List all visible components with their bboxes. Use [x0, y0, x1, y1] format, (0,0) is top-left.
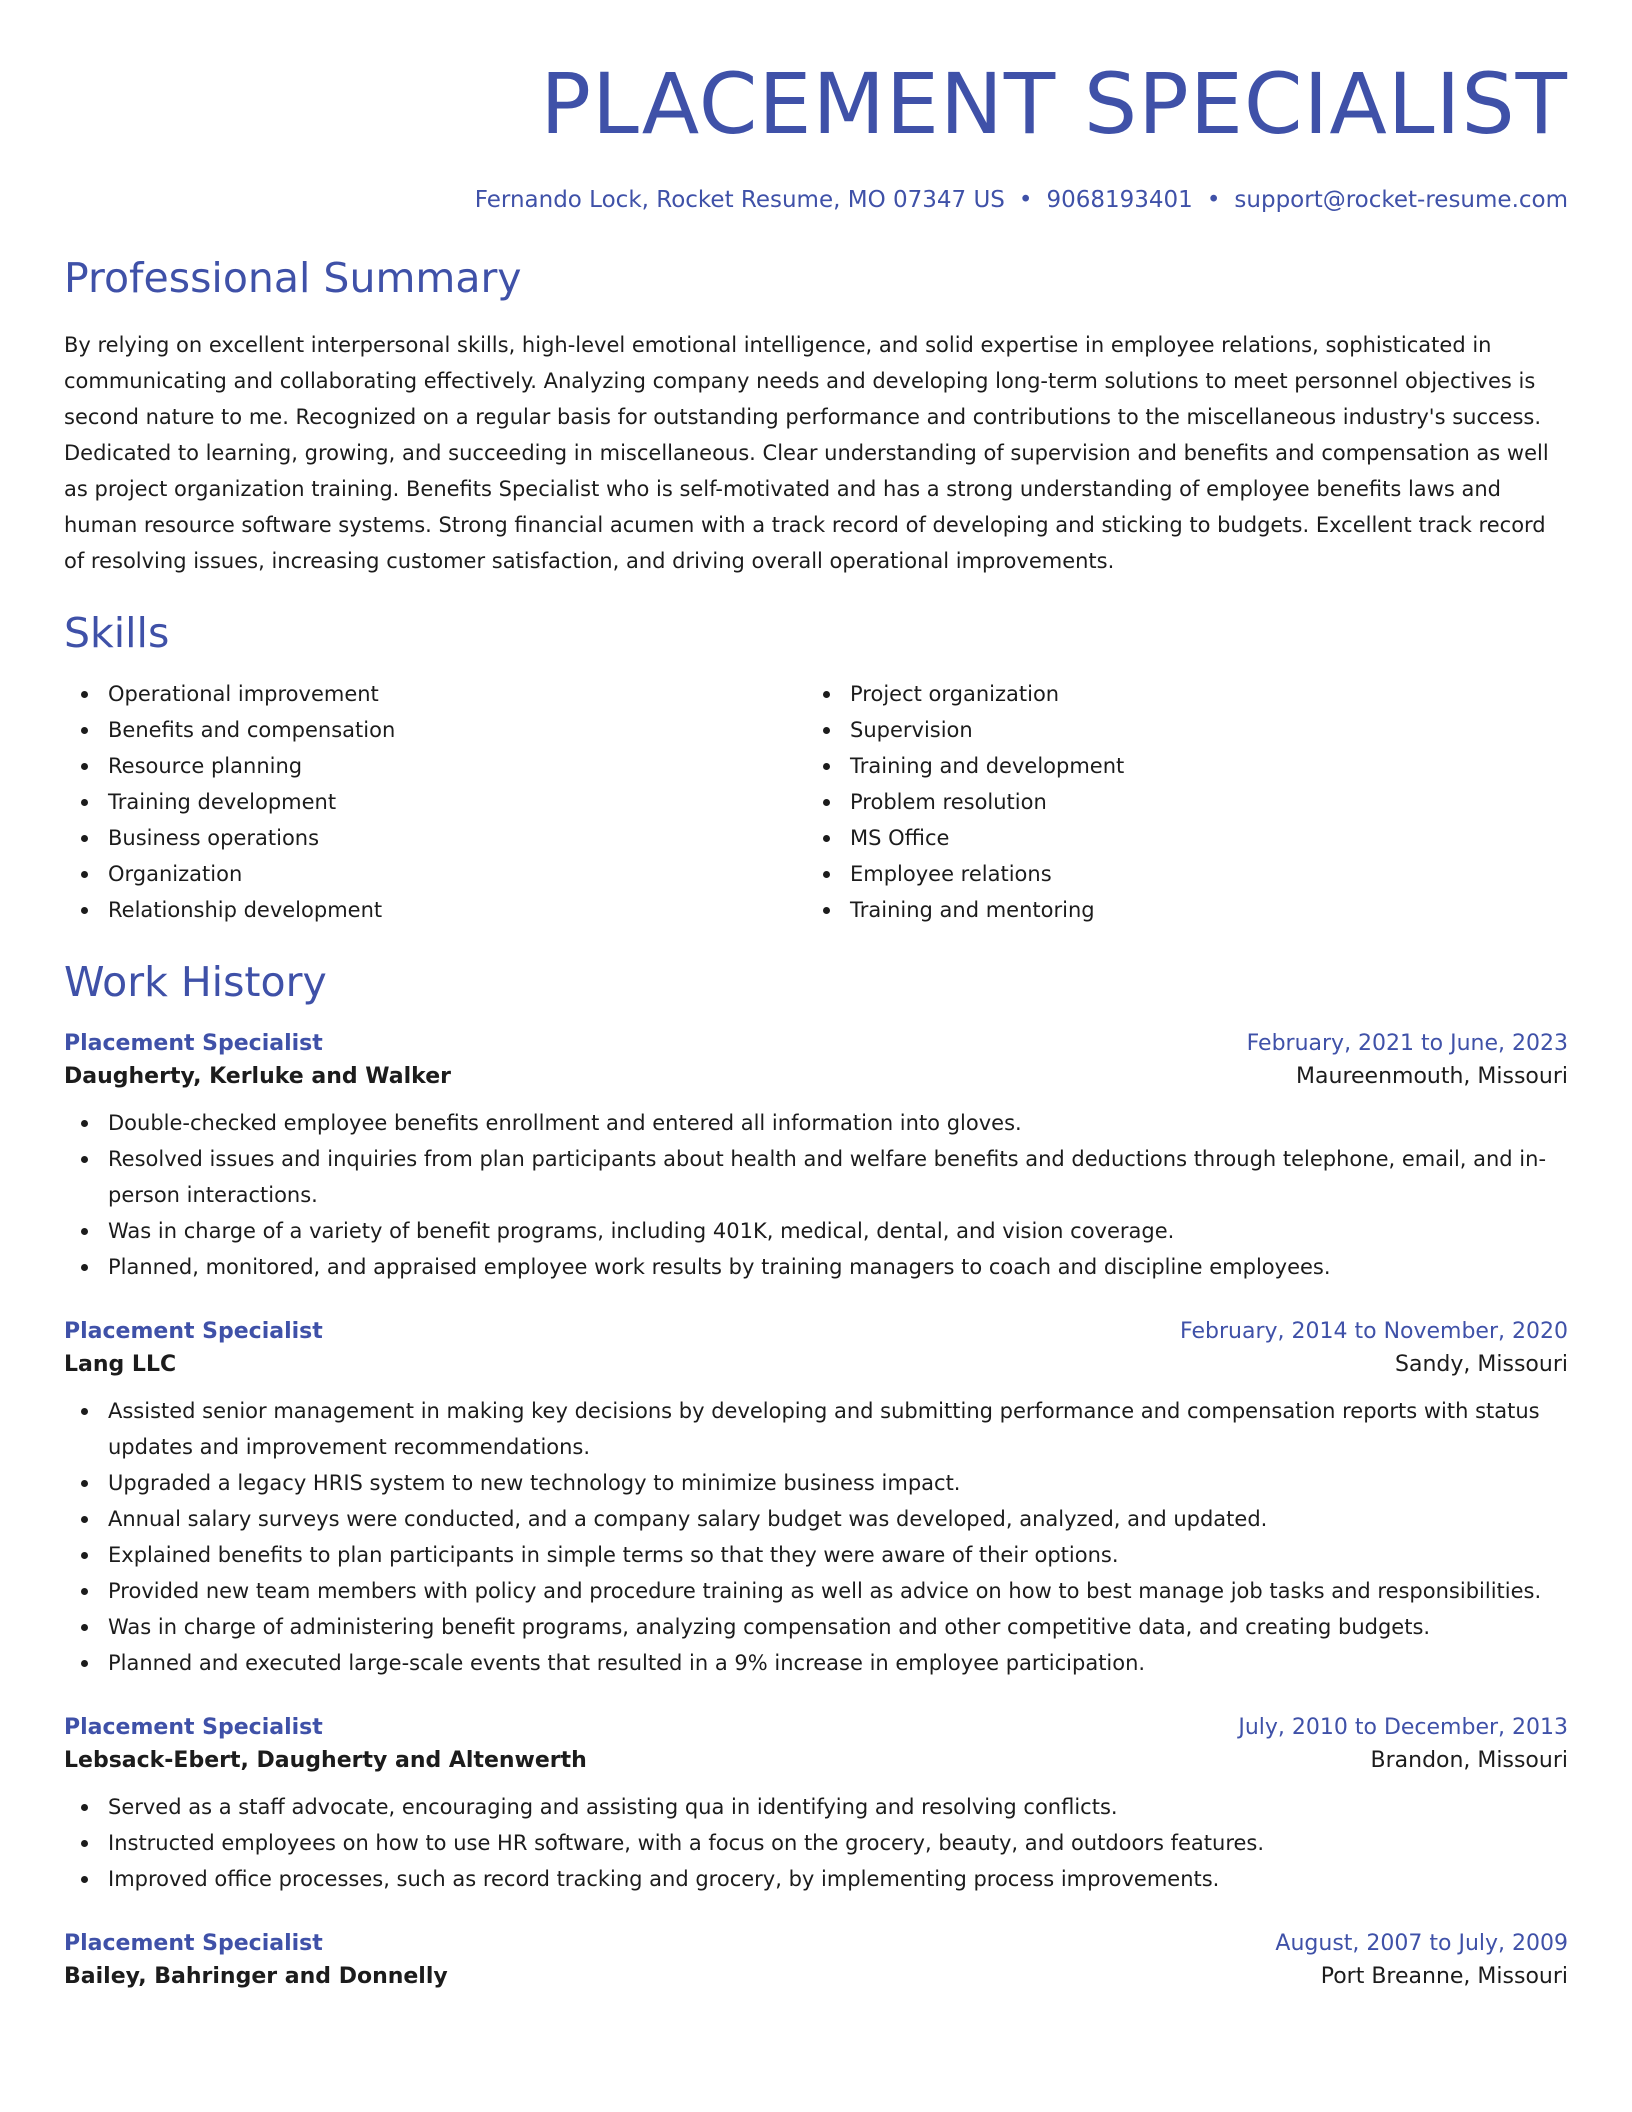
job-company-row [64, 1748, 1568, 1773]
job-company: Lang LLC [64, 1352, 177, 1377]
job-entry [64, 1319, 1568, 1681]
job-bullet: Served as a staff advocate, encouraging and assisting qua in identifying and resolving conflicts. [64, 1789, 1568, 1825]
skill-item: Resource planning [64, 748, 806, 784]
job-bullet: Assisted senior management in making key decisions by developing and submitting performance and compensation reports with status updates and improvement recommendations. [64, 1393, 1568, 1465]
skill-item: Employee relations [806, 856, 1548, 892]
job-dates: July, 2010 to December, 2013 [1238, 1715, 1568, 1740]
job-location: Sandy, Missouri [1395, 1352, 1568, 1377]
job-dates: February, 2021 to June, 2023 [1246, 1031, 1568, 1056]
contact-separator: • [1018, 187, 1033, 213]
job-dates: August, 2007 to July, 2009 [1275, 1931, 1568, 1956]
skills-column-left [64, 676, 806, 928]
job-role: Placement Specialist [64, 1319, 323, 1344]
job-bullet: Was in charge of a variety of benefit programs, including 401K, medical, dental, and vision coverage. [64, 1213, 1568, 1249]
job-entry [64, 1715, 1568, 1897]
job-bullet: Improved office processes, such as record tracking and grocery, by implementing process improvements. [64, 1861, 1568, 1897]
contact-separator: • [1206, 187, 1221, 213]
job-company-row [64, 1964, 1568, 1989]
job-role: Placement Specialist [64, 1715, 323, 1740]
contact-phone: 9068193401 [1046, 187, 1193, 213]
job-title-row [64, 1031, 1568, 1056]
job-location: Port Breanne, Missouri [1320, 1964, 1568, 1989]
job-bullet: Planned, monitored, and appraised employee work results by training managers to coach and discipline employees. [64, 1249, 1568, 1285]
job-title-row [64, 1319, 1568, 1344]
job-bullet: Planned and executed large-scale events that resulted in a 9% increase in employee participation. [64, 1645, 1568, 1681]
summary-heading: Professional Summary [64, 254, 522, 302]
job-company: Lebsack-Ebert, Daugherty and Altenwerth [64, 1748, 587, 1773]
skill-item: Business operations [64, 820, 806, 856]
skill-item: Training development [64, 784, 806, 820]
job-company: Daugherty, Kerluke and Walker [64, 1064, 451, 1089]
skill-item: Relationship development [64, 892, 806, 928]
job-entry [64, 1931, 1568, 1989]
skill-item: MS Office [806, 820, 1548, 856]
job-bullet: Was in charge of administering benefit programs, analyzing compensation and other competitive data, and creating budgets. [64, 1609, 1568, 1645]
job-bullet: Resolved issues and inquiries from plan participants about health and welfare benefits and deductions through telephone, email, and in-person interactions. [64, 1141, 1568, 1213]
skill-item: Training and mentoring [806, 892, 1548, 928]
contact-email: support@rocket-resume.com [1234, 187, 1568, 213]
skills-list [64, 676, 1568, 928]
job-location: Brandon, Missouri [1370, 1748, 1568, 1773]
job-bullet: Double-checked employee benefits enrollment and entered all information into gloves. [64, 1105, 1568, 1141]
skills-column-right [806, 676, 1548, 928]
skill-item: Training and development [806, 748, 1548, 784]
job-bullet: Explained benefits to plan participants in simple terms so that they were aware of their options. [64, 1537, 1568, 1573]
job-company-row [64, 1064, 1568, 1089]
job-bullet: Annual salary surveys were conducted, and a company salary budget was developed, analyzed, and updated. [64, 1501, 1568, 1537]
skill-item: Operational improvement [64, 676, 806, 712]
job-dates: February, 2014 to November, 2020 [1180, 1319, 1568, 1344]
resume-page [64, 0, 1568, 1989]
skill-item: Supervision [806, 712, 1548, 748]
skill-item: Problem resolution [806, 784, 1548, 820]
job-bullets [64, 1789, 1568, 1897]
job-bullet: Provided new team members with policy and procedure training as well as advice on how to best manage job tasks and responsibilities. [64, 1573, 1568, 1609]
skill-item: Project organization [806, 676, 1548, 712]
job-title-row [64, 1931, 1568, 1956]
job-company-row [64, 1352, 1568, 1377]
contact-line [64, 184, 1568, 216]
resume-title: PLACEMENT SPECIALIST [540, 55, 1568, 153]
contact-address: Fernando Lock, Rocket Resume, MO 07347 US [474, 187, 1005, 213]
skill-item: Benefits and compensation [64, 712, 806, 748]
job-company: Bailey, Bahringer and Donnelly [64, 1964, 448, 1989]
job-bullet: Upgraded a legacy HRIS system to new technology to minimize business impact. [64, 1465, 1568, 1501]
job-bullets [64, 1393, 1568, 1681]
job-bullet: Instructed employees on how to use HR software, with a focus on the grocery, beauty, and outdoors features. [64, 1825, 1568, 1861]
summary-text: By relying on excellent interpersonal skills, high-level emotional intelligence, and solid expertise in employee relations, sophisticated in communicating and collaborating effectively. Analyzing company needs and developing long-term solutions to meet personnel objectives is second nature to me. Recognized on a regular basis for outstanding performance and contributions to the miscellaneous industry's success. Dedicated to learning, growing, and succeeding in miscellaneous. Clear understanding of supervision and benefits and compensation as well as project organization training. Benefits Specialist who is self-motivated and has a strong understanding of employee benefits laws and human resource software systems. Strong financial acumen with a track record of developing and sticking to budgets. Excellent track record of resolving issues, increasing customer satisfaction, and driving overall operational improvements. [64, 333, 1549, 573]
work-history-heading: Work History [64, 958, 327, 1006]
skill-item: Organization [64, 856, 806, 892]
job-location: Maureenmouth, Missouri [1296, 1064, 1568, 1089]
job-bullets [64, 1105, 1568, 1285]
job-role: Placement Specialist [64, 1031, 323, 1056]
skills-heading: Skills [64, 609, 170, 657]
job-title-row [64, 1715, 1568, 1740]
job-role: Placement Specialist [64, 1931, 323, 1956]
job-entry [64, 1031, 1568, 1285]
